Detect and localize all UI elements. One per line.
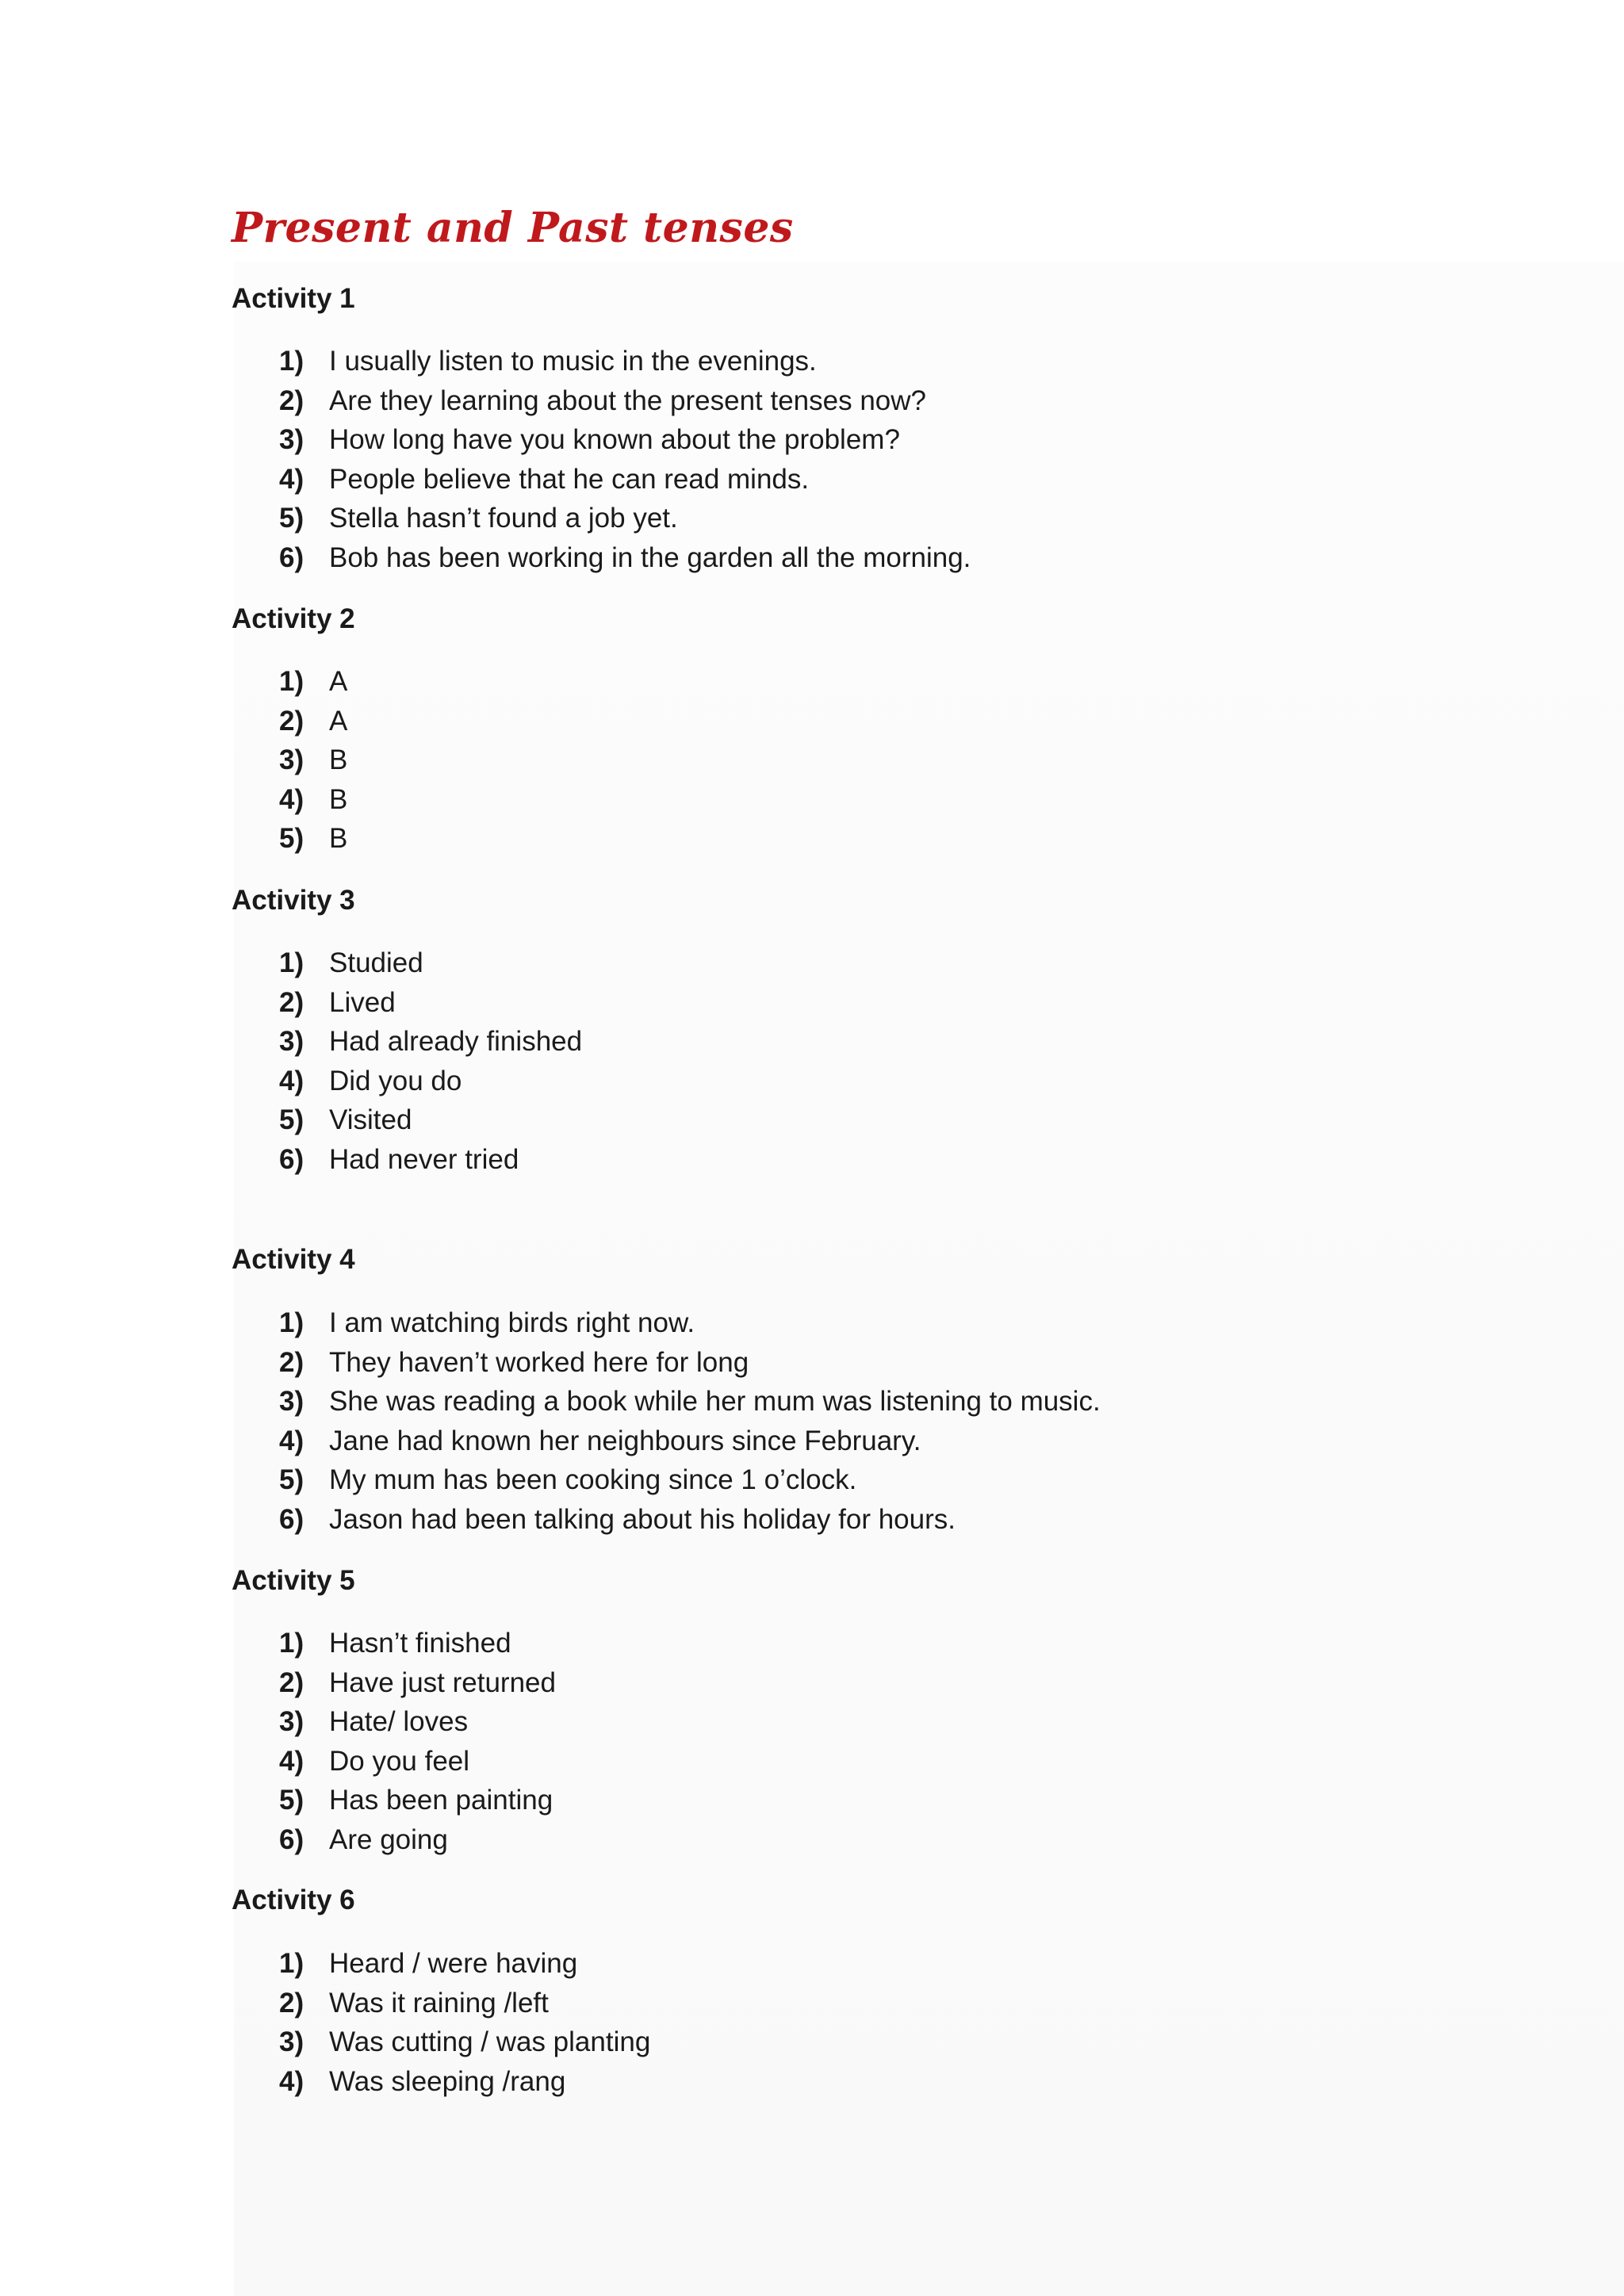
item-text: Are going	[329, 1823, 448, 1855]
item-text: Did you do	[329, 1065, 462, 1096]
item-number: 3)	[279, 2026, 304, 2057]
section-heading-activity-6: Activity 6	[232, 1885, 355, 1915]
answer-list-activity-1	[0, 342, 1624, 577]
item-text: They haven’t worked here for long	[329, 1346, 749, 1378]
list-item	[0, 2062, 1624, 2102]
list-item	[0, 2022, 1624, 2062]
item-text: Jason had been talking about his holiday for hours.	[329, 1503, 956, 1535]
list-item	[0, 1663, 1624, 1703]
list-item	[0, 1303, 1624, 1343]
list-item	[0, 702, 1624, 741]
item-text: Had never tried	[329, 1143, 519, 1175]
item-number: 6)	[279, 1143, 304, 1175]
item-number: 2)	[279, 986, 304, 1018]
item-number: 3)	[279, 1026, 304, 1057]
item-text: Was sleeping /rang	[329, 2065, 566, 2097]
item-text: A	[329, 666, 348, 697]
item-text: Jane had known her neighbours since February.	[329, 1425, 921, 1456]
list-item	[0, 1343, 1624, 1383]
list-item	[0, 780, 1624, 820]
item-text: B	[329, 823, 348, 854]
item-number: 4)	[279, 1065, 304, 1096]
section-heading-activity-5: Activity 5	[232, 1565, 355, 1596]
item-text: Are they learning about the present tenses now?	[329, 385, 926, 416]
list-item	[0, 662, 1624, 702]
item-text: Hasn’t finished	[329, 1628, 511, 1659]
answer-list-activity-3	[0, 943, 1624, 1179]
item-text: People believe that he can read minds.	[329, 463, 810, 495]
item-text: Was cutting / was planting	[329, 2026, 651, 2057]
answer-list-activity-5	[0, 1624, 1624, 1859]
item-text: Was it raining /left	[329, 1987, 549, 2019]
item-text: My mum has been cooking since 1 o’clock.	[329, 1464, 857, 1495]
list-item	[0, 499, 1624, 538]
item-text: Bob has been working in the garden all the morning.	[329, 541, 971, 573]
item-text: A	[329, 705, 348, 737]
answer-list-activity-6	[0, 1944, 1624, 2101]
item-number: 2)	[279, 705, 304, 737]
list-item	[0, 1140, 1624, 1180]
list-item	[0, 538, 1624, 578]
item-text: I am watching birds right now.	[329, 1307, 695, 1338]
item-text: Do you feel	[329, 1745, 470, 1777]
list-item	[0, 420, 1624, 460]
item-number: 2)	[279, 1667, 304, 1698]
list-item	[0, 819, 1624, 859]
item-number: 3)	[279, 424, 304, 455]
list-item	[0, 740, 1624, 780]
item-text: B	[329, 783, 348, 815]
list-item	[0, 1624, 1624, 1663]
item-text: Have just returned	[329, 1667, 556, 1698]
answer-list-activity-4	[0, 1303, 1624, 1539]
list-item	[0, 983, 1624, 1023]
item-text: Heard / were having	[329, 1948, 578, 1979]
item-number: 6)	[279, 1823, 304, 1855]
item-text: Hate/ loves	[329, 1706, 469, 1737]
item-number: 3)	[279, 1706, 304, 1737]
item-number: 5)	[279, 503, 304, 534]
item-number: 1)	[279, 1307, 304, 1338]
item-text: Had already finished	[329, 1026, 583, 1057]
item-text: I usually listen to music in the evenings.	[329, 346, 817, 377]
page-title: Present and Past tenses	[232, 204, 794, 252]
item-number: 2)	[279, 1987, 304, 2019]
list-item	[0, 1460, 1624, 1500]
item-text: How long have you known about the problem?	[329, 424, 900, 455]
item-number: 5)	[279, 823, 304, 854]
item-number: 1)	[279, 1948, 304, 1979]
item-number: 3)	[279, 744, 304, 775]
answer-list-activity-2	[0, 662, 1624, 859]
item-number: 4)	[279, 463, 304, 495]
list-item	[0, 1944, 1624, 1984]
item-number: 6)	[279, 1503, 304, 1535]
item-number: 1)	[279, 1628, 304, 1659]
list-item	[0, 1100, 1624, 1140]
item-number: 6)	[279, 541, 304, 573]
list-item	[0, 1742, 1624, 1781]
list-item	[0, 1382, 1624, 1422]
item-number: 5)	[279, 1104, 304, 1135]
list-item	[0, 1984, 1624, 2023]
list-item	[0, 1422, 1624, 1461]
list-item	[0, 1500, 1624, 1540]
section-heading-activity-4: Activity 4	[232, 1244, 355, 1275]
section-heading-activity-1: Activity 1	[232, 283, 355, 314]
item-number: 5)	[279, 1785, 304, 1816]
list-item	[0, 460, 1624, 499]
list-item	[0, 943, 1624, 983]
item-number: 2)	[279, 1346, 304, 1378]
item-number: 4)	[279, 2065, 304, 2097]
item-text: Lived	[329, 986, 396, 1018]
item-number: 1)	[279, 346, 304, 377]
list-item	[0, 1022, 1624, 1062]
item-number: 1)	[279, 666, 304, 697]
list-item	[0, 1702, 1624, 1742]
item-number: 4)	[279, 783, 304, 815]
item-text: Studied	[329, 947, 423, 978]
section-heading-activity-3: Activity 3	[232, 885, 355, 916]
item-number: 5)	[279, 1464, 304, 1495]
item-text: She was reading a book while her mum was listening to music.	[329, 1386, 1101, 1417]
item-text: Visited	[329, 1104, 412, 1135]
list-item	[0, 342, 1624, 381]
item-text: Has been painting	[329, 1785, 553, 1816]
list-item	[0, 381, 1624, 421]
list-item	[0, 1820, 1624, 1860]
item-text: Stella hasn’t found a job yet.	[329, 503, 678, 534]
item-number: 3)	[279, 1386, 304, 1417]
item-number: 4)	[279, 1745, 304, 1777]
section-heading-activity-2: Activity 2	[232, 603, 355, 634]
item-number: 4)	[279, 1425, 304, 1456]
item-number: 2)	[279, 385, 304, 416]
item-text: B	[329, 744, 348, 775]
list-item	[0, 1062, 1624, 1101]
list-item	[0, 1781, 1624, 1820]
item-number: 1)	[279, 947, 304, 978]
